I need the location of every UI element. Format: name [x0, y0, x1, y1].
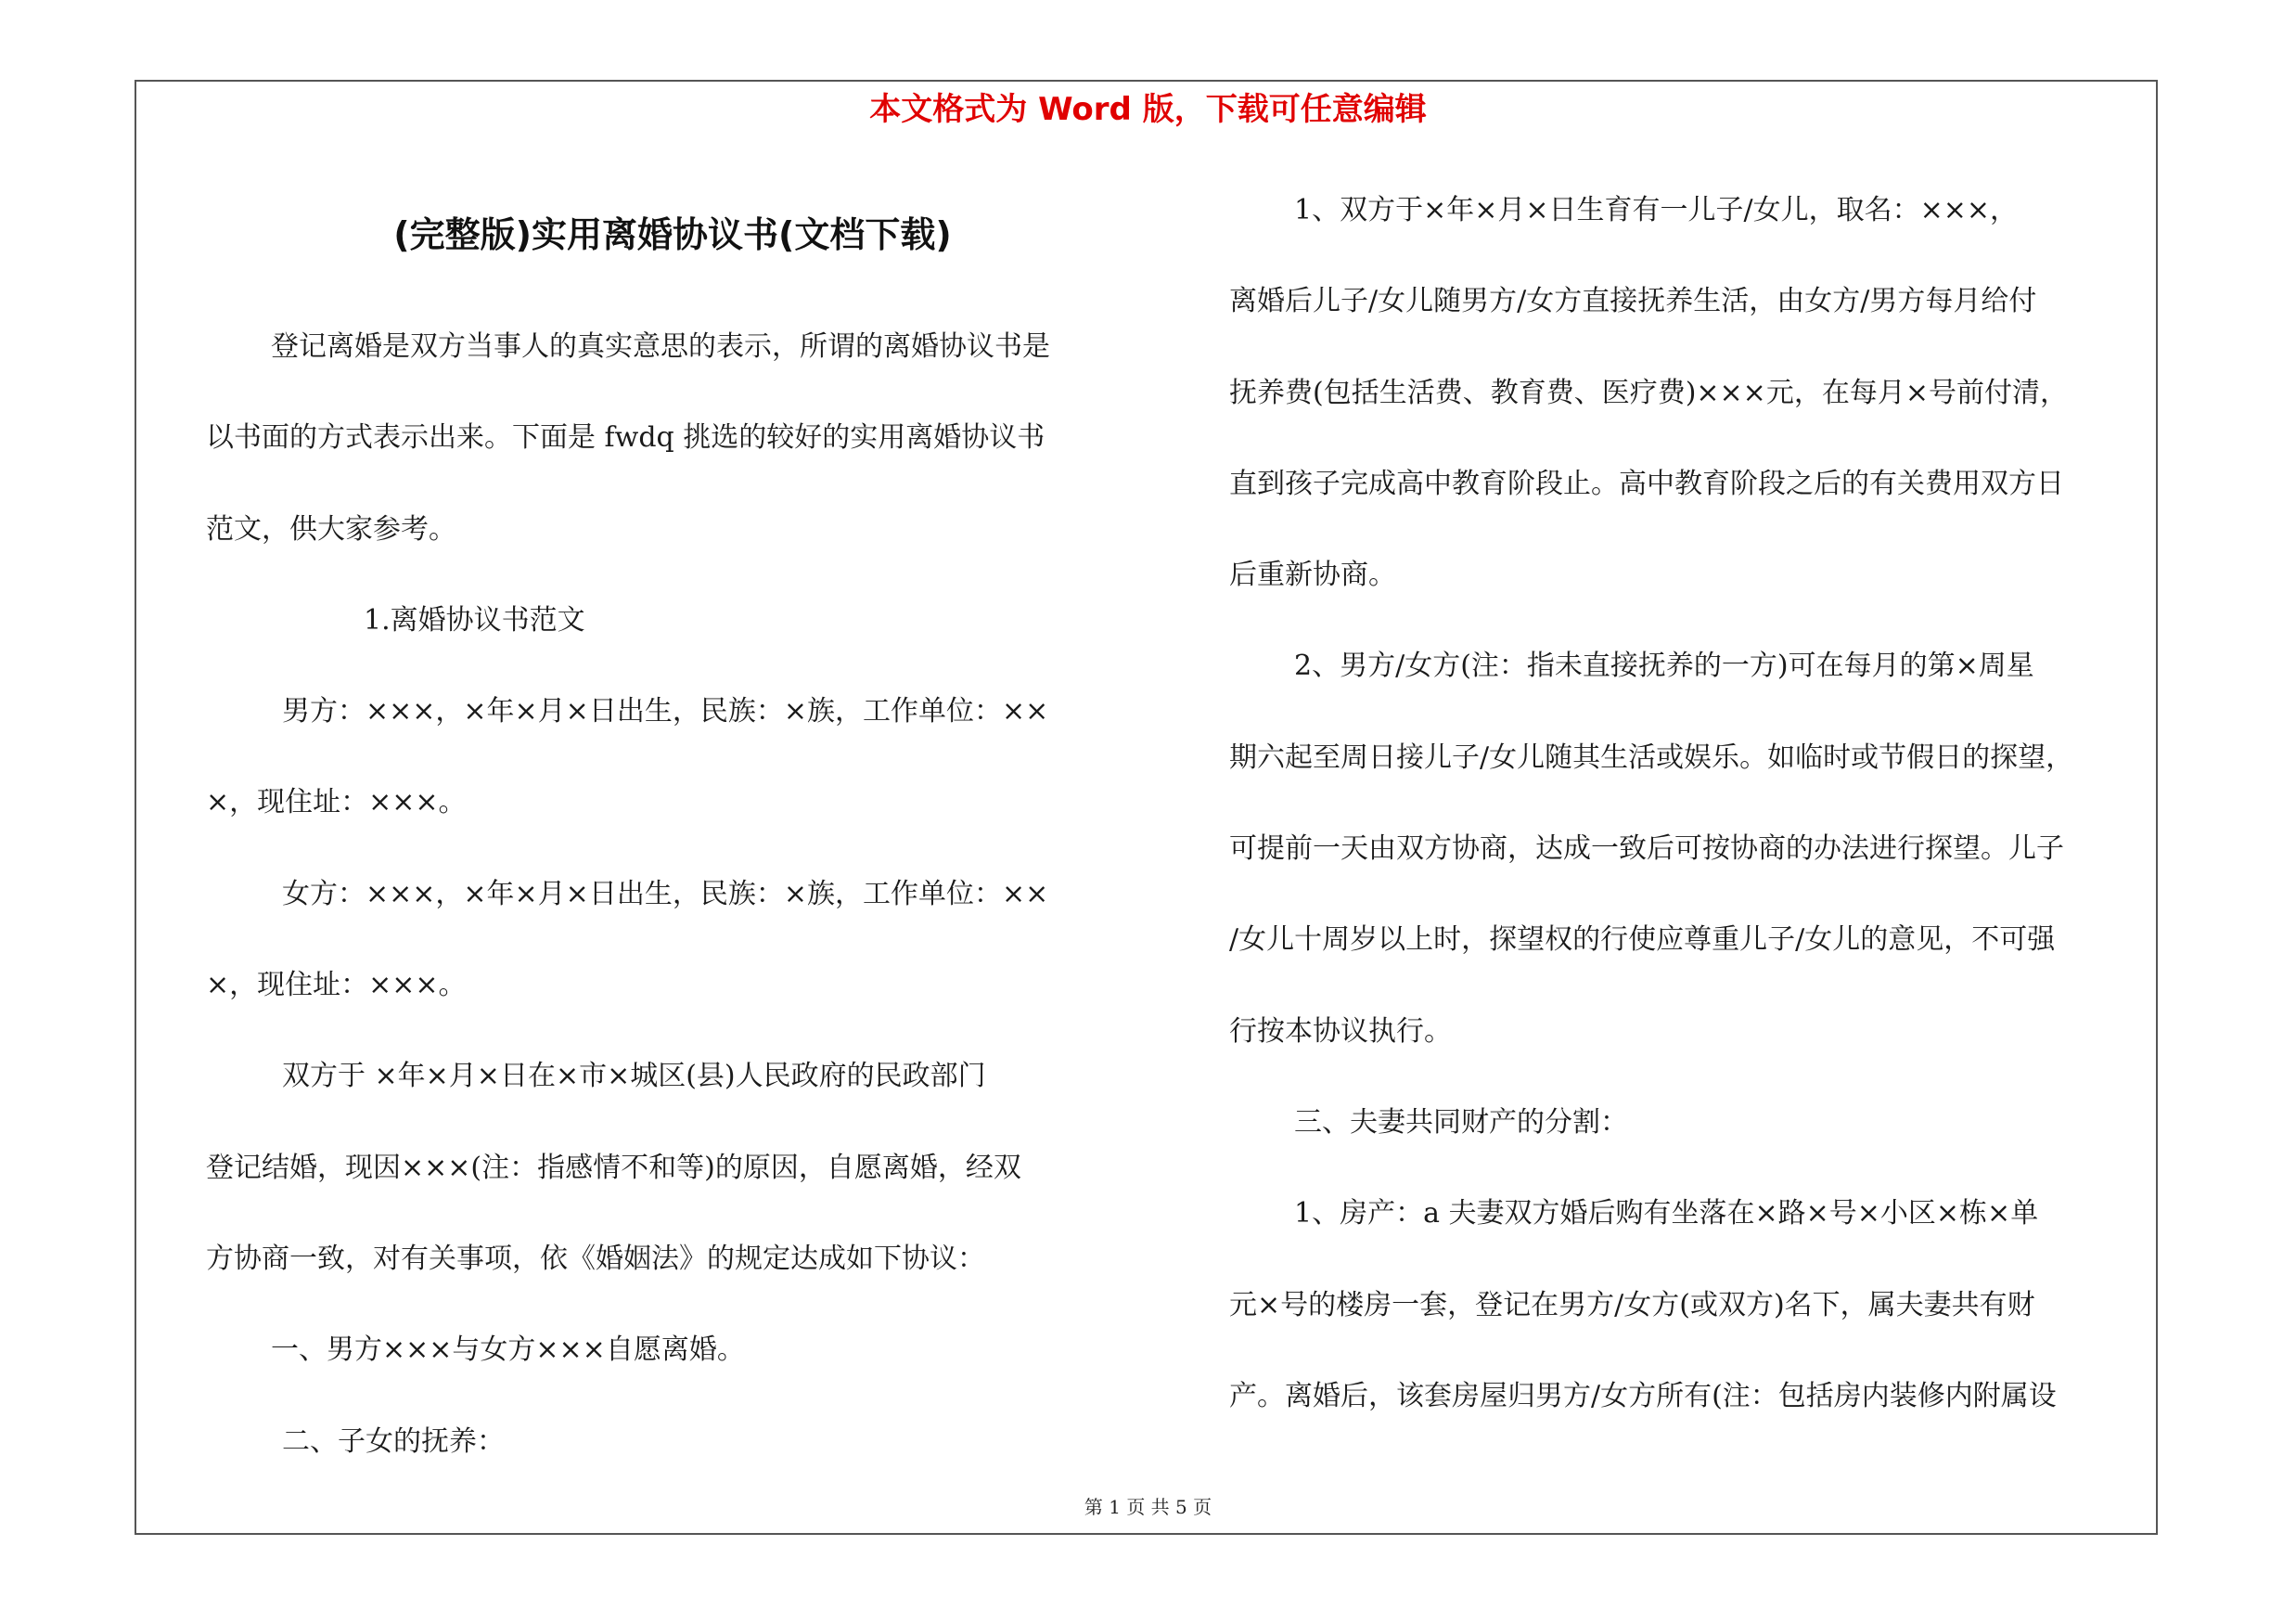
- paragraph-line: 行按本协议执行。: [1229, 1014, 1452, 1048]
- paragraph-line: 女方：×××，×年×月×日出生，民族：×族，工作单位：××: [282, 877, 1049, 910]
- paragraph-line: 直到孩子完成高中教育阶段止。高中教育阶段之后的有关费用双方日: [1229, 467, 2064, 500]
- paragraph-line: /女儿十周岁以上时，探望权的行使应尊重儿子/女儿的意见，不可强: [1229, 923, 2056, 957]
- paragraph-line: 1、双方于×年×月×日生育有一儿子/女儿，取名：×××，: [1294, 194, 2019, 226]
- paragraph-line: 以书面的方式表示出来。下面是 fwdq 挑选的较好的实用离婚协议书: [206, 421, 1045, 455]
- right-column: [1229, 165, 2157, 1442]
- paragraph-line: 2、男方/女方(注：指未直接抚养的一方)可在每月的第×周星: [1294, 650, 2034, 683]
- paragraph-line: 一、男方×××与女方×××自愿离婚。: [271, 1333, 745, 1367]
- paragraph-line: 范文，供大家参考。: [206, 512, 456, 546]
- paragraph-line: 抚养费(包括生活费、教育费、医疗费)×××元，在每月×号前付清，: [1229, 376, 2068, 409]
- paragraph-line: 男方：×××，×年×月×日出生，民族：×族，工作单位：××: [282, 695, 1049, 728]
- section-heading: 三、夫妻共同财产的分割：: [1294, 1105, 1628, 1139]
- paragraph-line: 期六起至周日接儿子/女儿随其生活或娱乐。如临时或节假日的探望，: [1229, 741, 2074, 774]
- left-column: [206, 302, 1134, 1488]
- paragraph-line: 二、子女的抚养：: [282, 1424, 505, 1458]
- paragraph-line: ×，现住址：×××。: [206, 786, 467, 819]
- paragraph-line: 登记结婚，现因×××(注：指感情不和等)的原因，自愿离婚，经双: [206, 1151, 1021, 1184]
- document-title: (完整版)实用离婚协议书(文档下载): [393, 214, 952, 255]
- paragraph-line: 1、房产：a 夫妻双方婚后购有坐落在×路×号×小区×栋×单: [1294, 1197, 2039, 1230]
- section-heading: 1.离婚协议书范文: [364, 603, 585, 637]
- paragraph-line: 产。离婚后，该套房屋归男方/女方所有(注：包括房内装修内附属设: [1229, 1379, 2057, 1412]
- paragraph-line: 方协商一致，对有关事项，依《婚姻法》的规定达成如下协议：: [206, 1242, 985, 1275]
- paragraph-line: 登记离婚是双方当事人的真实意思的表示，所谓的离婚协议书是: [271, 330, 1050, 363]
- paragraph-line: ×，现住址：×××。: [206, 969, 467, 1002]
- format-banner: 本文格式为 Word 版，下载可任意编辑: [869, 91, 1427, 128]
- paragraph-line: 离婚后儿子/女儿随男方/女方直接抚养生活，由女方/男方每月给付: [1229, 285, 2037, 318]
- paragraph-line: 元×号的楼房一套，登记在男方/女方(或双方)名下，属夫妻共有财: [1229, 1288, 2035, 1321]
- paragraph-line: 后重新协商。: [1229, 559, 1396, 592]
- paragraph-line: 可提前一天由双方协商，达成一致后可按协商的办法进行探望。儿子: [1229, 832, 2064, 866]
- paragraph-line: 双方于 ×年×月×日在×市×城区(县)人民政府的民政部门: [282, 1060, 986, 1093]
- page-number-footer: 第 1 页 共 5 页: [1084, 1496, 1212, 1518]
